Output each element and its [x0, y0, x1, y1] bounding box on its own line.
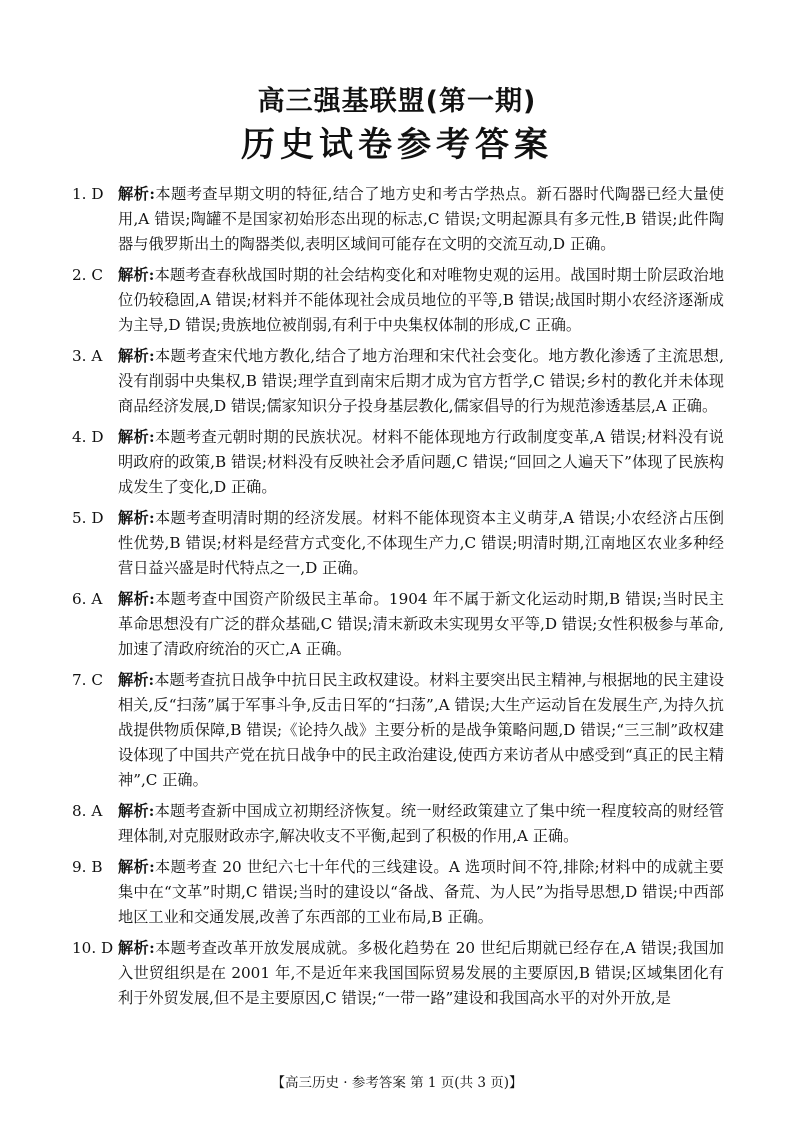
answer-item-8	[72, 799, 724, 849]
answer-key-title: 历史试卷参考答案	[241, 125, 553, 165]
page-footer: 【高三历史 · 参考答案 第 1 页(共 3 页)】	[271, 1075, 523, 1091]
analysis-tag: 解析:	[118, 266, 155, 284]
analysis-tag: 解析:	[118, 858, 155, 876]
answer-text: 本题考查改革开放发展成就。多极化趋势在 20 世纪后期就已经存在,A 错误;我国加入世贸组织是在 2001 年,不是近年来我国国际贸易发展的主要原因,B 错误;区域集团化有利于外贸发展,但不是主要原因,C 错误;“一带一路”建设和我国高水平的对外开放,是	[118, 939, 724, 1007]
answer-item-7	[72, 668, 724, 793]
answer-list	[72, 182, 724, 1017]
answer-text: 本题考查春秋战国时期的社会结构变化和对唯物史观的运用。战国时期士阶层政治地位仍较稳固,A 错误;材料并不能体现社会成员地位的平等,B 错误;战国时期小农经济逐渐成为主导,D 错误;贵族地位被削弱,有利于中央集权体制的形成,C 正确。	[118, 266, 725, 334]
answer-item-2	[72, 263, 724, 338]
answer-item-6	[72, 587, 724, 662]
analysis-tag: 解析:	[118, 509, 155, 527]
answer-text: 本题考查元朝时期的民族状况。材料不能体现地方行政制度变革,A 错误;材料没有说明政府的政策,B 错误;材料没有反映社会矛盾问题,C 错误;“回回之人遍天下”体现了民族构成发生了变化,D 正确。	[118, 428, 724, 496]
exam-league-title: 高三强基联盟(第一期)	[257, 86, 537, 117]
answer-number: 10. D	[72, 939, 114, 957]
answer-item-5	[72, 506, 724, 581]
answer-number: 8. A	[72, 802, 103, 820]
answer-text: 本题考查抗日战争中抗日民主政权建设。材料主要突出民主精神,与根据地的民主建设相关,反“扫荡”属于军事斗争,反击日军的“扫荡”,A 错误;大生产运动旨在发展生产,为持久抗战提供物质保障,B 错误;《论持久战》主要分析的是战争策略问题,D 错误;“三三制”政权建设体现了中国共产党在抗日战争中的民主政治建设,使西方来访者从中感受到“真正的民主精神”,C 正确。	[118, 671, 725, 789]
answer-number: 2. C	[72, 266, 103, 284]
answer-text: 本题考查宋代地方教化,结合了地方治理和宋代社会变化。地方教化渗透了主流思想,没有削弱中央集权,B 错误;理学直到南宋后期才成为官方哲学,C 错误;乡村的教化并未体现商品经济发展,D 错误;儒家知识分子投身基层教化,儒家倡导的行为规范渗透基层,A 正确。	[118, 347, 725, 415]
answer-number: 3. A	[72, 347, 103, 365]
analysis-tag: 解析:	[118, 428, 155, 446]
analysis-tag: 解析:	[118, 671, 155, 689]
answer-number: 9. B	[72, 858, 103, 876]
answer-number: 4. D	[72, 428, 104, 446]
answer-number: 1. D	[72, 185, 104, 203]
answer-item-10	[72, 936, 724, 1011]
analysis-tag: 解析:	[118, 939, 155, 957]
analysis-tag: 解析:	[118, 185, 155, 203]
answer-text: 本题考查早期文明的特征,结合了地方史和考古学热点。新石器时代陶器已经大量使用,A 错误;陶罐不是国家初始形态出现的标志,C 错误;文明起源具有多元性,B 错误;此件陶器与俄罗斯出土的陶器类似,表明区域间可能存在文明的交流互动,D 正确。	[118, 185, 725, 253]
answer-text: 本题考查中国资产阶级民主革命。1904 年不属于新文化运动时期,B 错误;当时民主革命思想没有广泛的群众基础,C 错误;清末新政未实现男女平等,D 错误;女性积极参与革命,加速了清政府统治的灭亡,A 正确。	[118, 590, 724, 658]
answer-text: 本题考查新中国成立初期经济恢复。统一财经政策建立了集中统一程度较高的财经管理体制,对克服财政赤字,解决收支不平衡,起到了积极的作用,A 正确。	[118, 802, 725, 845]
answer-number: 6. A	[72, 590, 103, 608]
answer-number: 5. D	[72, 509, 104, 527]
answer-text: 本题考查 20 世纪六七十年代的三线建设。A 选项时间不符,排除;材料中的成就主要集中在“文革”时期,C 错误;当时的建设以“备战、备荒、为人民”为指导思想,D 错误;中西部地区工业和交通发展,改善了东西部的工业布局,B 正确。	[118, 858, 724, 926]
answer-item-1	[72, 182, 724, 257]
answer-number: 7. C	[72, 671, 103, 689]
answer-item-9	[72, 855, 724, 930]
answer-item-3	[72, 344, 724, 419]
answer-text: 本题考查明清时期的经济发展。材料不能体现资本主义萌芽,A 错误;小农经济占压倒性优势,B 错误;材料是经营方式变化,不体现生产力,C 错误;明清时期,江南地区农业多种经营日益兴盛是时代特点之一,D 正确。	[118, 509, 724, 577]
analysis-tag: 解析:	[118, 802, 155, 820]
answer-item-4	[72, 425, 724, 500]
analysis-tag: 解析:	[118, 347, 155, 365]
analysis-tag: 解析:	[118, 590, 155, 608]
